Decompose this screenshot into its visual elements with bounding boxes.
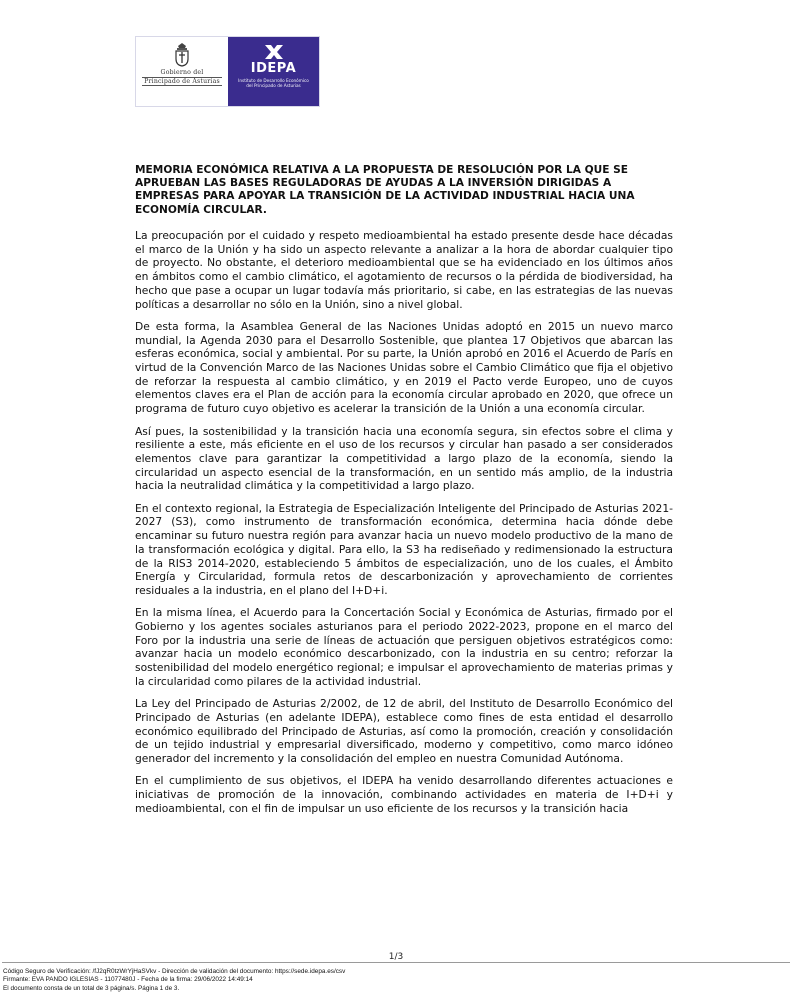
coat-of-arms-icon (173, 43, 191, 67)
idepa-logo (228, 37, 319, 106)
paragraph: De esta forma, la Asamblea General de las Naciones Unidas adoptó en 2015 un nuevo marco mundial, la Agenda 2030 para el Desarrollo Sostenible, que plantea 17 Objetivos que abarcan las esferas económica, social y ambiental. Por su parte, la Unión aprobó en 2016 el Acuerdo de París en virtud de la Convención Marco de las Naciones Unidas sobre el Cambio Climático que fija el objetivo de reforzar la respuesta al cambio climático, y en 2019 el Pacto verde Europeo, uno de cuyos elementos claves era el Plan de acción para la economía circular aprobado en 2020, que ofrece un programa de futuro cuyo objetivo es acelerar la transición de la Unión a una economía circular. (135, 319, 673, 416)
idepa-logo-subtitle-2: del Principado de Asturias (246, 83, 301, 88)
paragraph: La preocupación por el cuidado y respeto medioambiental ha estado presente desde hace décadas el marco de la Unión y ha sido un aspecto relevante a analizar a la hora de abordar cualquier tipo de proyecto. No obstante, el deterioro medioambiental que se ha evidenciado en los últimos años en ámbitos como el cambio climático, el agotamiento de recursos o la pérdida de biodiversidad, ha hecho que pase a ocupar un lugar todavía más prioritario, si cabe, en las estrategias de las nuevas políticas a desarrollar no sólo en la Unión, sino a nivel global. (135, 229, 673, 311)
footer-divider (2, 962, 790, 963)
paragraph: La Ley del Principado de Asturias 2/2002, de 12 de abril, del Instituto de Desarrollo Económico del Principado de Asturias (en adelante IDEPA), establece como fines de esta entidad el desarrollo económico equilibrado del Principado de Asturias, así como la promoción, creación y consolidación de un tejido industrial y empresarial diversificado, moderno y competitivo, como marco idóneo generador del incremento y la consolidación del empleo en nuestra Comunidad Autónoma. (135, 697, 673, 766)
paragraph: Así pues, la sostenibilidad y la transición hacia una economía segura, sin efectos sobre el clima y resiliente a este, más eficiente en el uso de los recursos y circular han pasado a ser considerados elementos clave para garantizar la competitividad a largo plazo de la economía, siendo la circularidad un aspecto esencial de la transformación, en un sentido más amplio, de la industria hacia la neutralidad climática y la competitividad a largo plazo. (135, 424, 673, 493)
document-body (135, 229, 673, 824)
gov-logo-line-2: Principado de Asturias (144, 77, 220, 85)
signature-footer (3, 968, 783, 993)
page-number: 1/3 (388, 952, 404, 962)
gobierno-asturias-logo (136, 37, 228, 106)
paragraph: En la misma línea, el Acuerdo para la Concertación Social y Económica de Asturias, firmado por el Gobierno y los agentes sociales asturianos para el periodo 2022-2023, propone en el marco del Foro por la industria una serie de líneas de actuación que persiguen objetivos estratégicos como: avanzar hacia un modelo económico descarbonizado, con la industria en su centro; reforzar la sostenibilidad del modelo energético regional; e impulsar el aprovechamiento de materias primas y la circularidad como pilares de la actividad industrial. (135, 606, 673, 688)
footer-pages-line: El documento consta de un total de 3 página/s. Página 1 de 3. (3, 984, 180, 992)
footer-signer-line: Firmante: EVA PANDO IGLESIAS - 11077480J - Fecha de la firma: 29/06/2022 14:49:14 (3, 976, 253, 984)
paragraph: En el cumplimiento de sus objetivos, el IDEPA ha venido desarrollando diferentes actuaciones e iniciativas de promoción de la innovación, combinando actividades en materia de I+D+i y medioambiental, con el fin de impulsar un uso eficiente de los recursos y la transición hacia (135, 774, 673, 815)
idepa-logo-name: IDEPA (250, 61, 297, 76)
gov-logo-line-1: Gobierno del (142, 69, 222, 78)
document-title: MEMORIA ECONÓMICA RELATIVA A LA PROPUESTA DE RESOLUCIÓN POR LA QUE SE APRUEBAN LAS BASES REGULADORAS DE AYUDAS A LA INVERSIÓN DIRIGIDAS A EMPRESAS PARA APOYAR LA TRANSICIÓN DE LA ACTIVIDAD INDUSTRIAL HACIA UNA ECONOMÍA CIRCULAR. (135, 164, 635, 216)
footer-verification-line: Código Seguro de Verificación: /fJ2qR0tzWrYjHaSVkv - Dirección de validación del documento: https://sede.idepa.es/csv (3, 968, 346, 975)
idepa-emblem-icon (263, 43, 285, 61)
paragraph: En el contexto regional, la Estrategia de Especialización Inteligente del Principado de Asturias 2021-2027 (S3), como instrumento de transformación económica, determina hacia dónde debe encaminar su futuro nuestra región para avanzar hacia un nuevo modelo productivo de la mano de la transformación ecológica y digital. Para ello, la S3 ha rediseñado y redimensionado la estructura de la RIS3 2014-2020, estableciendo 5 ámbitos de especialización, uno de los cuales, el Ámbito Energía y Circularidad, formula retos de descarbonización y aprovechamiento de corrientes residuales a la industria, en el plano del I+D+i. (135, 501, 673, 597)
idepa-logo-subtitle-1: Instituto de Desarrollo Económico (238, 78, 309, 83)
header-logos (135, 36, 320, 107)
